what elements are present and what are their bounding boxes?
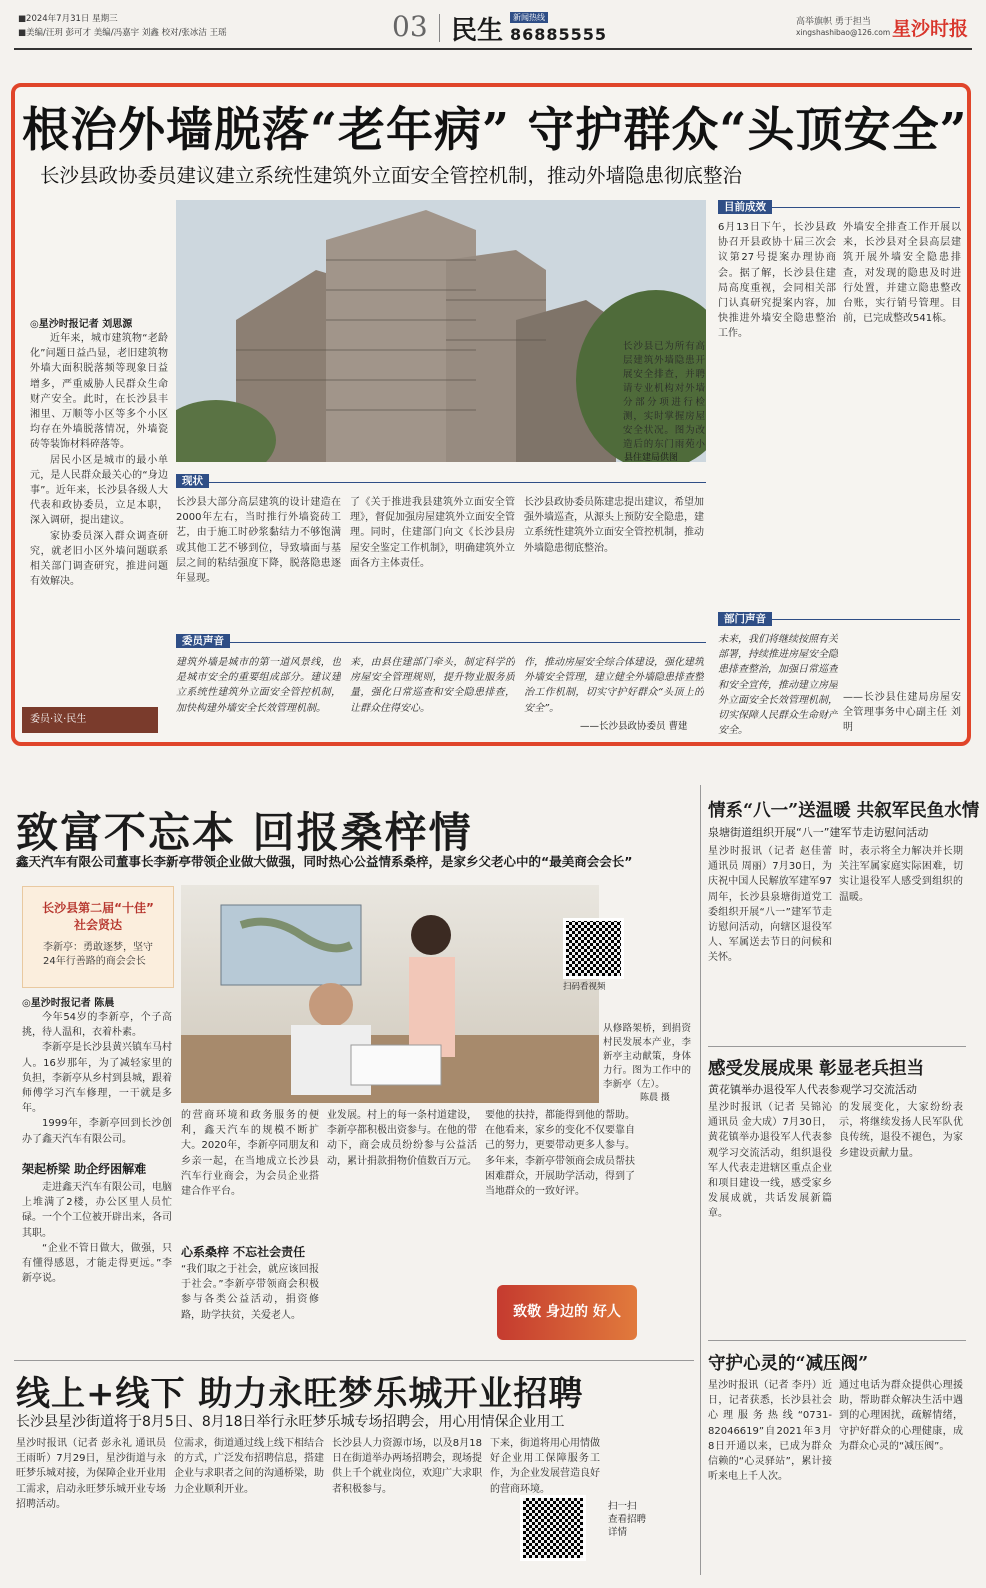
voice-rule	[176, 642, 706, 643]
slogan-email: xingshashibao@126.com	[796, 28, 891, 37]
story3-col3: 长沙县人力资源市场，以及8月18日在街道举办两场招聘会，现场提供上千个就业岗位，欢迎广大求职者积极参与。	[332, 1438, 482, 1495]
story2-photo-caption: 从修路架桥，到捐资村民发展本产业，李新亭主动献策，身体力行。图为工作中的李新亭（左）。	[603, 1023, 691, 1090]
voice-col-1: 建筑外墙是城市的第一道风景线，也是城市安全的重要组成部分。建议建立系统性建筑外立面安全管控机制，加快构建外墙安全长效管理机制。	[176, 657, 341, 714]
paragraph: “企业不管日做大，做强，只有懂得感恩，才能走得更远。”李新亭说。	[22, 1242, 172, 1285]
story1-headline: 根治外墙脱落“老年病” 守护群众“头顶安全”	[22, 103, 968, 158]
story3-col1: 星沙时报讯（记者 彭永礼 通讯员 王雨昕）7月29日，星沙街道与永旺梦乐城对接，为保障企业开业用工需求，启动永旺梦乐城开业专场招聘活动。	[16, 1438, 166, 1510]
recruit-qr-label: 扫一扫 查看招聘详情	[608, 1501, 647, 1538]
side2-headline: 感受发展成果 彰显老兵担当	[708, 1059, 925, 1079]
story1-photo-credit: 县住建局供图	[624, 453, 679, 463]
story1-subhead: 长沙县政协委员建议建立系统性建筑外立面安全管控机制，推动外墙隐患彻底整治	[40, 164, 743, 187]
dept-tag: 部门声音	[718, 612, 772, 626]
dept-text: 未来，我们将继续按照有关部署，持续推进房屋安全隐患排查整治，加强日常巡查和安全宣传，推动建立房屋外立面安全长效管理机制，切实保障人民群众生命财产安全。	[718, 634, 838, 737]
status-col-1: 长沙县大部分高层建筑的设计建造在2000年左右，当时推行外墙瓷砖工艺，由于施工时砂浆黏结力不够饱满或其他工艺不够到位，导致墙面与基层之间的粘结强度下降，脱落隐患逐年显现。	[176, 497, 341, 585]
paragraph: 1999年，李新亭回到长沙创办了鑫天汽车有限公司。	[22, 1118, 172, 1145]
story2-subtitle-2: 心系桑梓 不忘社会责任	[181, 1245, 306, 1259]
side1-subhead: 泉塘街道组织开展“八一”建军节走访慰问活动	[708, 826, 929, 839]
side2-col1: 星沙时报讯（记者 吴锦沁 通讯员 金大成）7月30日，黄花镇举办退役军人代表参观学习交流活动，组织退役军人代表走进辖区重点企业和项目建设一线，感受家乡发展成就，共话发展新篇章。	[708, 1102, 832, 1220]
issue-editors: ■美编/汪玥 彭可才 美编/冯嘉宇 刘鑫 校对/张冰洁 王瑶	[18, 28, 227, 38]
video-qr-label: 扫码看视频	[563, 982, 606, 992]
slogan-top: 高举旗帜 勇于担当	[796, 17, 871, 27]
status-rule	[176, 482, 706, 483]
office-illustration	[181, 885, 599, 1103]
status-tag: 现状	[176, 474, 209, 488]
page-number: 03	[392, 10, 428, 43]
masthead	[14, 10, 972, 50]
result-col-1: 6月13日下午，长沙县政协召开县政协十届三次会议第27号提案办理协商会。据了解，长沙县住建局高度重视，会同相关部门认真研究提案内容，加快推进外墙安全隐患整治工作。	[718, 222, 836, 340]
hotline-label: 新闻热线	[510, 12, 548, 23]
story3-col4: 下来，街道将用心用情做好企业用工保障服务工作，为企业发展营造良好的营商环境。	[490, 1438, 600, 1495]
side1-col1: 星沙时报讯（记者 赵佳蕾 通讯员 周丽）7月30日，为庆祝中国人民解放军建军97周年，长沙县泉塘街道党工委组织开展“八一”建军节走访慰问活动，向辖区退役军人、军属送去节日的问候和关怀。	[708, 846, 832, 964]
story3-subhead: 长沙县星沙街道将于8月5日、8月18日举行永旺梦乐城专场招聘会，用心用情保企业用工	[16, 1414, 565, 1430]
story2-col4: 业发展。村上的每一条村道建设，李新亭都积极出资参与。在他的带动下，商会成员纷纷参与公益活动，累计捐款捐物价值数百万元。	[327, 1110, 477, 1167]
divider-icon	[439, 14, 440, 42]
voice-col-2: 来，由县住建部门牵头，制定科学的房屋安全管理规则，提升物业服务质量，强化日常巡查和安全隐患排查，让群众住得安心。	[350, 657, 515, 714]
award-title-2: 社会贤达	[73, 918, 122, 932]
status-col-2: 了《关于推进我县建筑外立面安全管理》，督促加强房屋建筑外立面安全管理。同时，住建部门向文《长沙县房屋安全鉴定工作机制》，明确建筑外立面各方主体责任。	[350, 497, 515, 569]
section-title: 民生	[451, 16, 504, 46]
story3-col2: 位需求，街道通过线上线下相结合的方式，广泛发布招聘信息，搭建企业与求职者之间的沟通桥梁，助力企业顺利开业。	[174, 1438, 324, 1495]
story2-photo	[181, 885, 599, 1103]
voice-credit: ——长沙县政协委员 曹建	[580, 721, 688, 732]
issue-date: ■2024年7月31日 星期三	[18, 14, 118, 24]
story1-byline: ◎星沙时报记者 刘思源	[30, 319, 133, 330]
paragraph: 李新亭是长沙县黄兴镇车马村人。16岁那年，为了减轻家里的负担，李新亭从乡村到县城，跟着师傅学习汽车修理，一干就是多年。	[22, 1042, 172, 1115]
story1-intro	[30, 331, 168, 701]
voice-tag: 委员声音	[176, 634, 230, 648]
paragraph: 近年来，城市建筑物“老龄化”问题日益凸显，老旧建筑物外墙大面积脱落频等现象日益增多，严重威胁人民群众生命财产安全。此时，在长沙县丰湘里、万顺等小区等多个小区均存在外墙脱落情况，外墙瓷砖等装饰材料碎落等。	[30, 333, 168, 451]
status-col-3: 长沙县政协委员陈建忠提出建议，希望加强外墙巡查，从源头上预防安全隐患，建立系统性建筑外立面安全管控机制，推动外墙隐患彻底整治。	[524, 497, 704, 554]
story2-col1b	[22, 1180, 172, 1350]
badge-icon: 委员·议·民生	[30, 714, 87, 725]
paragraph: 家协委员深入群众调查研究，就老旧小区外墙问题联系相关部门调查研究，推进问题有效解决。	[30, 530, 168, 588]
award-box	[22, 886, 174, 988]
paragraph: 居民小区是城市的最小单元，是人民群众最关心的“身边事”。近年来，长沙县各级人大代表和政协委员，立足本职，深入调研，提出建议。	[30, 454, 168, 527]
story2-photo-credit: 陈晨 摄	[640, 1093, 670, 1103]
award-text: 李新亭：勇敢逐梦，坚守24年行善路的商会会长	[43, 942, 153, 967]
award-title-1: 长沙县第二届“十佳”	[42, 901, 154, 915]
paragraph: 走进鑫天汽车有限公司，电脑上堆满了2楼，办公区里人员忙碌。一个个工位被开辟出来，各司其职。	[22, 1182, 172, 1239]
side-separator-2	[708, 1340, 966, 1341]
sidebar-rule	[700, 785, 701, 1575]
story2-subtitle-1: 架起桥梁 助企纾困解难	[22, 1162, 147, 1176]
paper-logo: 星沙时报	[892, 18, 969, 40]
video-qr-code[interactable]	[563, 918, 624, 979]
side1-headline: 情系“八一”送温暖 共叙军民鱼水情	[708, 801, 980, 821]
recruit-qr-code[interactable]	[520, 1495, 586, 1561]
story2-byline: ◎星沙时报记者 陈晨	[22, 998, 115, 1009]
result-tag: 目前成效	[718, 200, 772, 214]
story3-headline: 线上+线下 助力永旺梦乐城开业招聘	[16, 1374, 584, 1414]
side-separator	[708, 1046, 966, 1047]
story2-col3: 的营商环境和政务服务的便利，鑫天汽车的规模不断扩大。2020年，李新亭同朋友和乡亲一起，在当地成立长沙县汽车行业商会，为会员企业搭建合作平台。	[181, 1110, 319, 1198]
story3-top-rule	[14, 1360, 694, 1361]
story2-subhead: 鑫天汽车有限公司董事长李新亭带领企业做大做强，同时热心公益情系桑梓，是家乡父老心中的“最美商会会长”	[16, 854, 633, 869]
side2-subhead: 黄花镇举办退役军人代表参观学习交流活动	[708, 1083, 917, 1096]
side3-col2: 通过电话为群众提供心理援助，帮助群众解决生活中遇到的心理困扰，疏解情绪，守护好群众的心理健康，成为群众心灵的“减压阀”。	[839, 1380, 963, 1452]
side2-col2: 的发展变化，大家纷纷表示，将继续发扬人民军队优良传统，退役不褪色，为家乡建设贡献力量。	[839, 1102, 963, 1159]
story2-col1	[22, 1010, 172, 1150]
hotline-number: 86885555	[510, 25, 608, 44]
side3-col1: 星沙时报讯（记者 李丹）近日，记者获悉，长沙县社会心理服务热线“0731-82046619”自2021年3月8日开通以来，已成为群众信赖的“心灵驿站”，累计接听来电上千人次。	[708, 1380, 832, 1483]
column-badge	[22, 707, 158, 733]
good-people-badge	[497, 1285, 637, 1340]
story1-photo-caption: 长沙县已为所有高层建筑外墙隐患开展安全排查，并聘请专业机构对外墙分部分项进行检测，实时掌握房屋安全状况。图为改造后的东门雨苑小	[623, 341, 705, 450]
dept-credit: ——长沙县住建局房屋安全管理事务中心副主任 刘明	[843, 692, 961, 734]
side3-headline: 守护心灵的“减压阀”	[708, 1354, 869, 1374]
story2-col3b: “我们取之于社会，就应该回报于社会。”李新亭带领商会积极参与各类公益活动，捐资修路，助学扶贫，关爱老人。	[181, 1264, 319, 1321]
badge-text: 致敬 身边的 好人	[513, 1304, 621, 1320]
story2-col5: 要他的扶持，都能得到他的帮助。在他看来，家乡的变化不仅要靠自己的努力，更要带动更多人参与。多年来，李新亭带领商会成员帮扶困难群众，开展助学活动，得到了当地群众的一致好评。	[485, 1110, 635, 1198]
voice-col-3: 作，推动房屋安全综合体建设，强化建筑外墙安全管理，建立健全外墙隐患排查整治工作机制，切实守护好群众“头顶上的安全”。	[524, 657, 704, 714]
paragraph: 今年54岁的李新亭，个子高挑，待人温和，衣着朴素。	[22, 1012, 172, 1039]
result-col-2: 外墙安全排查工作开展以来，长沙县对全县高层建筑开展外墙安全隐患排查，对发现的隐患及时进行处置，并建立隐患整改台账，实行销号管理。目前，已完成整改541栋。	[843, 222, 961, 325]
story2-headline: 致富不忘本 回报桑梓情	[16, 808, 473, 857]
side1-col2: 时，表示将全力解决并长期关注军属家庭实际困难，切实让退役军人感受到组织的温暖。	[839, 846, 963, 903]
